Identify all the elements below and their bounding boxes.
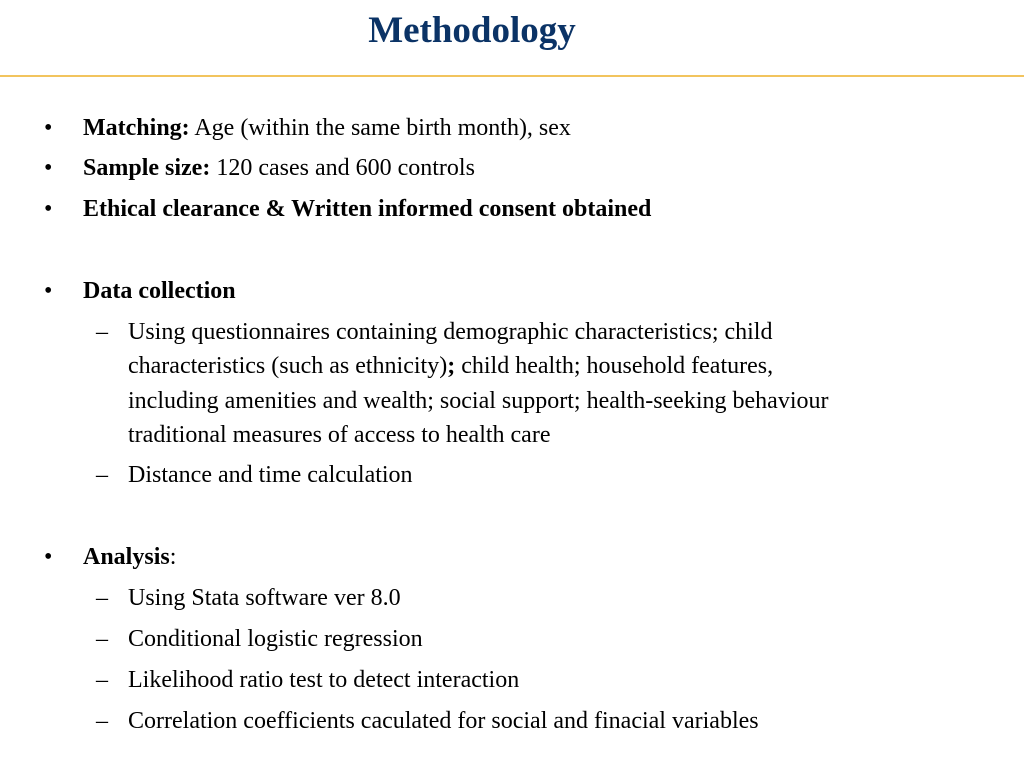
- sub-text: Distance and time calculation: [128, 462, 413, 488]
- sub-text: including amenities and wealth; social support; health-seeking behaviour: [128, 388, 829, 414]
- sub-text: Conditional logistic regression: [128, 626, 423, 652]
- bullet-label: Matching:: [83, 115, 190, 141]
- bullet-icon: •: [44, 544, 53, 570]
- dash-icon: –: [96, 626, 108, 652]
- bullet-icon: •: [44, 196, 53, 222]
- dash-icon: –: [96, 319, 108, 345]
- sub-text: child health; household features,: [455, 353, 774, 379]
- bullet-text: Age (within the same birth month), sex: [189, 115, 571, 141]
- dash-icon: –: [96, 667, 108, 693]
- bullet-label: Sample size:: [83, 155, 211, 181]
- bullet-label: Data collection: [83, 278, 236, 304]
- sub-text: Correlation coefficients caculated for social and finacial variables: [128, 708, 759, 734]
- bullet-label: Analysis: [83, 544, 170, 570]
- sub-text: Using Stata software ver 8.0: [128, 585, 401, 611]
- bullet-icon: •: [44, 155, 53, 181]
- title-divider: [0, 75, 1024, 77]
- sub-text: Likelihood ratio test to detect interaction: [128, 667, 520, 693]
- sub-text: characteristics (such as ethnicity): [128, 353, 448, 379]
- sub-text-bold: ;: [447, 353, 456, 379]
- sub-text: Using questionnaires containing demographic characteristics; child: [128, 319, 773, 345]
- sub-text: traditional measures of access to health care: [128, 422, 551, 448]
- bullet-icon: •: [44, 115, 53, 141]
- dash-icon: –: [96, 585, 108, 611]
- dash-icon: –: [96, 708, 108, 734]
- bullet-colon: :: [169, 544, 177, 570]
- bullet-icon: •: [44, 278, 53, 304]
- bullet-text: 120 cases and 600 controls: [210, 155, 475, 181]
- bullet-label: Ethical clearance & Written informed consent obtained: [83, 196, 652, 222]
- slide-title: Methodology: [368, 10, 576, 51]
- dash-icon: –: [96, 462, 108, 488]
